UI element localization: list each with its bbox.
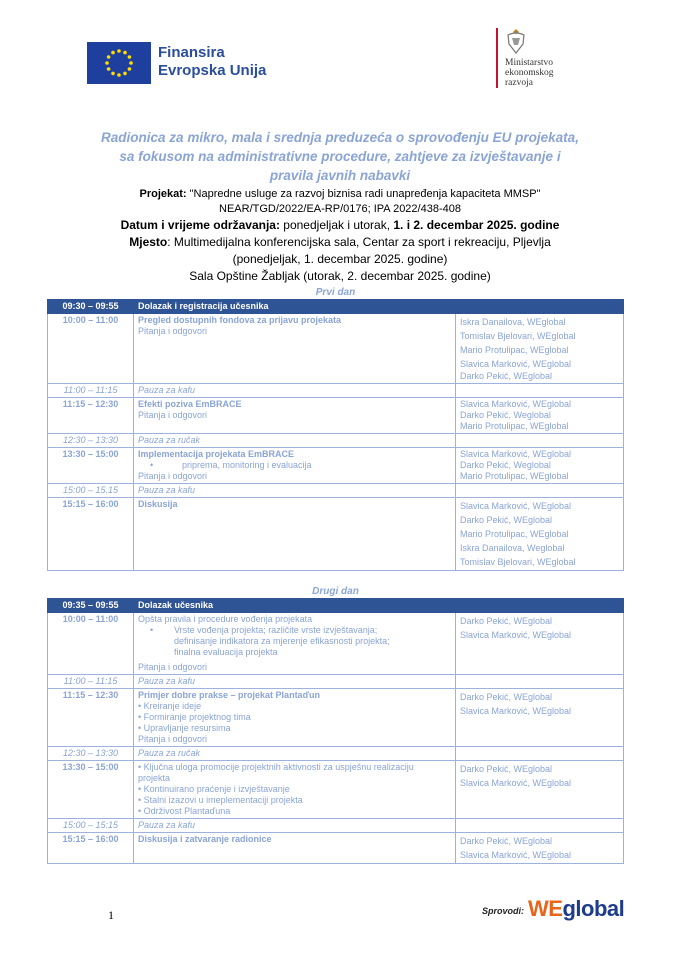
presenter-cell	[456, 434, 624, 448]
presenter-cell	[456, 747, 624, 761]
activity-title: Efekti poziva EmBRACE	[138, 399, 242, 409]
activity-bullet-cont: projekta	[138, 773, 171, 783]
weglobal-logo	[528, 896, 624, 922]
presenter: Mario Protulipac, WEglobal	[460, 421, 569, 431]
ministry-line-2: ekonomskog	[505, 68, 554, 78]
presenter: Iskra Danailova, Weglobal	[460, 543, 565, 553]
time-cell: 15:15 – 16:00	[48, 833, 134, 864]
presenter-cell	[456, 300, 624, 314]
time-cell: 13:30 – 15:00	[48, 448, 134, 484]
place-line-2: (ponedjeljak, 1. decembar 2025. godine)	[232, 252, 448, 266]
time-cell: 10:00 – 11:00	[48, 613, 134, 675]
presenter-cell	[456, 689, 624, 747]
table-row	[48, 498, 624, 571]
presenter: Darko Pekić, Weglobal	[460, 410, 551, 420]
eu-stars-icon	[87, 42, 151, 84]
presenter: Slavica Marković, WEglobal	[460, 850, 572, 860]
activity-sub: Pitanja i odgovori	[138, 326, 208, 336]
activity-cell	[134, 448, 456, 484]
time-cell: 15:00 – 15.15	[48, 484, 134, 498]
time-cell: 11:15 – 12:30	[48, 689, 134, 747]
activity-bullet: • Kreiranje ideje	[138, 701, 202, 711]
table-row	[48, 761, 624, 819]
activity-sub: Pitanja i odgovori	[138, 410, 208, 420]
presenter-cell	[456, 484, 624, 498]
time-cell: 09:35 – 09:55	[48, 599, 134, 613]
implemented-by-label: Sprovodi:	[482, 906, 524, 916]
activity-sub: Pitanja i odgovori	[138, 734, 208, 744]
date-value: ponedjeljak i utorak,	[279, 218, 394, 232]
ministry-red-bar	[496, 28, 498, 88]
place-line-3: Sala Opštine Žabljak (utorak, 2. decembar 2025. godine)	[189, 269, 491, 283]
activity-cell: Pauza za ručak	[134, 747, 456, 761]
place-line	[90, 234, 590, 251]
presenter: Darko Pekić, WEglobal	[460, 616, 553, 626]
project-line	[90, 187, 590, 202]
document-title	[100, 128, 580, 185]
time-cell: 10:00 – 11:00	[48, 314, 134, 384]
date-label: Datum i vrijeme održavanja:	[120, 218, 280, 232]
presenter: Mario Protulipac, WEglobal	[460, 345, 569, 355]
activity-bullet-cont: finalna evaluacija projekta	[174, 647, 278, 657]
coat-of-arms-icon	[505, 28, 527, 54]
activity-title: Implementacija projekata EmBRACE	[138, 449, 295, 459]
date-bold: 1. i 2. decembar 2025. godine	[393, 218, 560, 232]
presenter: Darko Pekić, Weglobal	[460, 460, 551, 470]
activity-cell	[134, 613, 456, 675]
activity-title: Diskusija i zatvaranje radionice	[138, 834, 272, 844]
presenter: Darko Pekić, WEglobal	[460, 836, 553, 846]
activity-title: Primjer dobre prakse – projekat Plantaďun	[138, 690, 321, 700]
page-number: 1	[108, 908, 114, 922]
presenter: Darko Pekić, WEglobal	[460, 692, 553, 702]
ministry-name	[505, 58, 554, 88]
presenter: Darko Pekić, WEglobal	[460, 371, 553, 381]
activity-bullet: • Stalni izazovi u imeplementaciji projekta	[138, 795, 303, 805]
time-cell: 12:30 – 13:30	[48, 747, 134, 761]
presenter-cell	[456, 384, 624, 398]
activity-sub: Pitanja i odgovori	[138, 471, 208, 481]
table-row	[48, 833, 624, 864]
table-row	[48, 747, 624, 761]
presenter: Slavica Marković, WEglobal	[460, 501, 572, 511]
table-row	[48, 384, 624, 398]
table-row	[48, 434, 624, 448]
eu-funding-text	[158, 44, 266, 80]
presenter: Darko Pekić, WEglobal	[460, 515, 553, 525]
activity-cell	[134, 833, 456, 864]
table-row	[48, 675, 624, 689]
time-cell: 09:30 – 09:55	[48, 300, 134, 314]
day2-label: Drugi dan	[312, 586, 359, 597]
presenter-cell	[456, 448, 624, 484]
time-cell: 11:00 – 11:15	[48, 675, 134, 689]
activity-cell: Dolazak i registracija učesnika	[134, 300, 456, 314]
activity-bullet: • Formiranje projektnog tima	[138, 712, 251, 722]
ministry-line-1: Ministarstvo	[505, 58, 554, 68]
time-cell: 12:30 – 13:30	[48, 434, 134, 448]
time-cell: 15:15 – 16:00	[48, 498, 134, 571]
table-row	[48, 819, 624, 833]
presenter-cell	[456, 314, 624, 384]
activity-bullet	[138, 460, 451, 471]
presenter-cell	[456, 398, 624, 434]
table-row	[48, 484, 624, 498]
presenter: Slavica Marković, WEglobal	[460, 399, 572, 409]
activity-cell	[134, 398, 456, 434]
ministry-logo	[496, 28, 586, 92]
time-cell: 15:00 – 15:15	[48, 819, 134, 833]
day1-schedule-table	[47, 299, 624, 571]
activity-title: Diskusija	[138, 499, 178, 509]
activity-bullet: • Ključna uloga promocije projektnih aktivnosti za uspješnu realizaciju	[138, 762, 414, 772]
time-cell: 11:00 – 11:15	[48, 384, 134, 398]
presenter: Darko Pekić, WEglobal	[460, 764, 553, 774]
activity-bullet-cont: definisanje indikatora za mjerenje efikasnosti projekta;	[174, 636, 390, 646]
presenter: Slavica Marković, WEglobal	[460, 778, 572, 788]
table-row	[48, 300, 624, 314]
project-code: NEAR/TGD/2022/EA-RP/0176; IPA 2022/438-408	[219, 203, 461, 215]
title-line-1: Radionica za mikro, mala i srednja preduzeća o sprovođenju EU projekata,	[101, 130, 579, 145]
presenter: Mario Protulipac, WEglobal	[460, 471, 569, 481]
activity-cell: Pauza za kafu	[134, 384, 456, 398]
table-row	[48, 613, 624, 675]
brand-global: global	[562, 896, 625, 921]
eu-line-2: Evropska Unija	[158, 62, 267, 79]
ministry-line-3: razvoja	[505, 78, 533, 88]
presenter: Tomislav Bjelovari, WEglobal	[460, 331, 576, 341]
activity-cell: Pauza za kafu	[134, 484, 456, 498]
activity-cell: Pauza za kafu	[134, 819, 456, 833]
activity-bullet: • Kontinuirano praćenje i izvještavanje	[138, 784, 290, 794]
presenter-cell	[456, 819, 624, 833]
presenter: Iskra Danailova, WEglobal	[460, 317, 566, 327]
presenter: Slavica Marković, WEglobal	[460, 630, 572, 640]
activity-bullet	[138, 625, 451, 636]
eu-line-1: Finansira	[158, 44, 225, 61]
activity-cell	[134, 314, 456, 384]
title-line-2: sa fokusom na administrativne procedure, zahtjeve za izvještavanje i	[119, 149, 561, 164]
place-value: : Multimedijalna konferencijska sala, Centar za sport i rekreaciju, Pljevlja	[167, 235, 551, 249]
activity-cell: Pauza za ručak	[134, 434, 456, 448]
eu-flag-logo	[87, 42, 151, 84]
project-value: "Napredne usluge za razvoj biznisa radi unapređenja kapaciteta MMSP"	[186, 188, 541, 200]
day1-label: Prvi dan	[315, 287, 356, 298]
presenter-cell	[456, 498, 624, 571]
event-info	[90, 187, 590, 285]
activity-sub: Pitanja i odgovori	[138, 662, 208, 672]
bullet-text: priprema, monitoring i evaluacija	[182, 460, 312, 470]
activity-title: Opšta pravila i procedure vođenja projekata	[138, 614, 313, 624]
table-row	[48, 689, 624, 747]
activity-cell	[134, 761, 456, 819]
activity-bullet: • Održivost Plantaďuna	[138, 806, 231, 816]
bullet-text: Vrste vođenja projekta; različite vrste izvještavanja;	[174, 625, 378, 635]
place-label: Mjesto	[129, 235, 168, 249]
presenter-cell	[456, 833, 624, 864]
title-line-3: pravila javnih nabavki	[269, 168, 411, 183]
presenter: Slavica Marković, WEglobal	[460, 359, 572, 369]
date-line	[90, 217, 590, 234]
table-row	[48, 398, 624, 434]
activity-title: Pregled dostupnih fondova za prijavu projekata	[138, 315, 342, 325]
presenter: Slavica Marković, WEglobal	[460, 706, 572, 716]
presenter-cell	[456, 613, 624, 675]
table-row	[48, 448, 624, 484]
table-row	[48, 599, 624, 613]
table-row	[48, 314, 624, 384]
time-cell: 11:15 – 12:30	[48, 398, 134, 434]
day2-schedule-table	[47, 598, 624, 864]
project-label: Projekat:	[139, 188, 187, 200]
time-cell: 13:30 – 15:00	[48, 761, 134, 819]
presenter-cell	[456, 599, 624, 613]
brand-we: WE	[528, 896, 563, 921]
presenter-cell	[456, 675, 624, 689]
activity-cell: Dolazak učesnika	[134, 599, 456, 613]
presenter-cell	[456, 761, 624, 819]
activity-cell	[134, 689, 456, 747]
presenter: Mario Protulipac, WEglobal	[460, 529, 569, 539]
activity-cell: Pauza za kafu	[134, 675, 456, 689]
activity-bullet: • Upravljanje resursima	[138, 723, 231, 733]
presenter: Slavica Marković, WEglobal	[460, 449, 572, 459]
presenter: Tomislav Bjelovari, WEglobal	[460, 557, 576, 567]
activity-cell	[134, 498, 456, 571]
